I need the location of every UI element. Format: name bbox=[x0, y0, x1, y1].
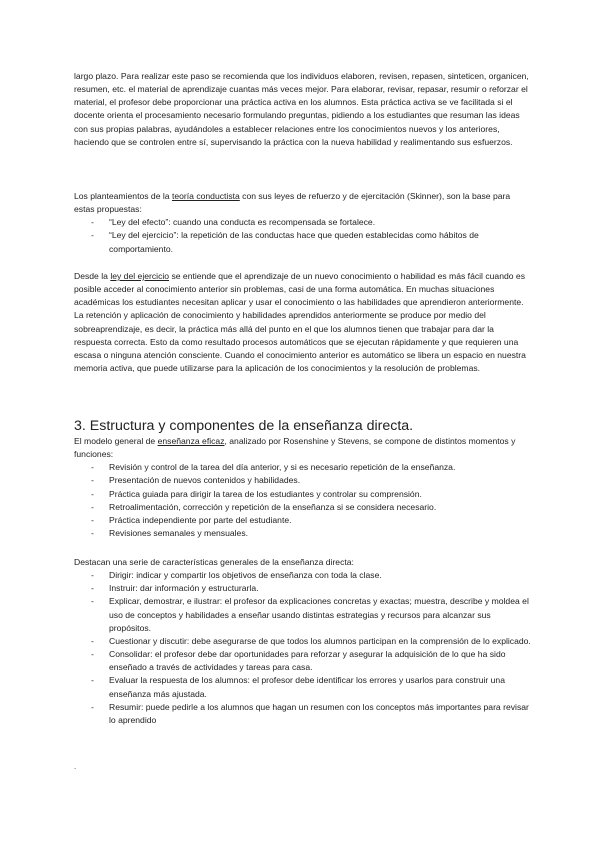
list-item: - “Ley del ejercicio”: la repetición de las conductas hace que queden establecidas como hábitos de comportamiento. bbox=[74, 229, 532, 255]
leyes-list bbox=[74, 216, 532, 255]
caracteristicas-section bbox=[74, 556, 532, 727]
list-item: - Dirigir: indicar y compartir los objetivos de enseñanza con toda la clase. bbox=[74, 569, 532, 582]
ejercicio-section bbox=[74, 270, 532, 375]
section-3-paragraph: El modelo general de enseñanza eficaz, analizado por Rosenshine y Stevens, se compone de distintos momentos y funciones: bbox=[74, 436, 516, 460]
list-item: - Revisiones semanales y mensuales. bbox=[74, 527, 532, 540]
ejercicio-paragraph: Desde la ley del ejercicio se entiende que el aprendizaje de un nuevo conocimiento o habilidad es más fácil cuando es posible acceder al conocimiento anterior sin problemas, casi de una forma automática. En muchas situaciones académicas los estudiantes necesitan aplicar y usar el conocimiento o las habilidades que aprendieron anteriormente. La retención y aplicación de conocimiento y habilidades aprendidos anteriormente se produce por medio del sobreaprendizaje, es decir, la práctica más allá del punto en el que los alumnos tienen que trabajar para dar la respuesta correcta. Esto da como resultado procesos automáticos que se ejecutan rápidamente y que requieren una escasa o ninguna atención consciente. Cuando el conocimiento anterior es automático se libera un espacio en nuestra memoria activa, que puede utilizarse para la aplicación de los conocimientos y la resolución de problemas. bbox=[74, 271, 526, 374]
list-item: - Instruir: dar información y estructurarla. bbox=[74, 582, 532, 595]
intro-paragraph: largo plazo. Para realizar este paso se recomienda que los individuos elaboren, revisen, repasen, sinteticen, organicen, resumen, etc. el material de aprendizaje cuantas más veces mejor. Para elaborar, revisar, repasar, resumir o reforzar el material, el profesor debe proporcionar una práctica activa en los alumnos. Esta práctica activa se ve facilitada si el docente orienta el procesamiento necesario formulando preguntas, pidiendo a los estudiantes que resuman las ideas con sus propias palabras, ayudándoles a establecer relaciones entre los conocimientos nuevos y los anteriores, haciendo que se controlen entre sí, supervisando la práctica con la nueva habilidad y realimentando sus esfuerzos. bbox=[74, 71, 529, 147]
caracteristicas-intro: Destacan una serie de características generales de la enseñanza directa: bbox=[74, 557, 354, 567]
section-heading: 3. Estructura y componentes de la enseñanza directa. bbox=[74, 418, 414, 434]
list-item: - Consolidar: el profesor debe dar oportunidades para reforzar y asegurar la adquisición de lo que ha sido enseñado a través de actividades y tareas para casa. bbox=[74, 648, 532, 674]
list-item: - Presentación de nuevos contenidos y habilidades. bbox=[74, 474, 532, 487]
list-item: - Evaluar la respuesta de los alumnos: el profesor debe identificar los errores y usarlos para construir una enseñanza más ajustada. bbox=[74, 674, 532, 700]
intro-section bbox=[74, 70, 532, 149]
list-item: - Resumir: puede pedirle a los alumnos que hagan un resumen con los conceptos más importantes para revisar lo aprendido bbox=[74, 701, 532, 727]
funciones-list bbox=[74, 461, 532, 540]
list-item: - “Ley del efecto”: cuando una conducta es recompensada se fortalece. bbox=[74, 216, 532, 229]
list-item: - Revisión y control de la tarea del día anterior, y si es necesario repetición de la enseñanza. bbox=[74, 461, 532, 474]
caracteristicas-list bbox=[74, 569, 532, 727]
trailing-mark: . bbox=[74, 762, 77, 771]
teoria-conductista-link[interactable]: teoría conductista bbox=[171, 191, 240, 201]
list-item: - Retroalimentación, corrección y repetición de la enseñanza si se considera necesario. bbox=[74, 501, 532, 514]
ensenanza-eficaz-link[interactable]: enseñanza eficaz bbox=[157, 436, 225, 446]
conductista-section bbox=[74, 190, 532, 256]
conductista-paragraph: Los planteamientos de la teoría conductista con sus leyes de refuerzo y de ejercitación (Skinner), son la base para estas propuestas: bbox=[74, 191, 511, 215]
list-item: - Práctica guiada para dirigir la tarea de los estudiantes y controlar su comprensión. bbox=[74, 488, 532, 501]
list-item: - Cuestionar y discutir: debe asegurarse de que todos los alumnos participan en la comprensión de lo explicado. bbox=[74, 635, 532, 648]
section-3 bbox=[74, 418, 532, 540]
list-item: - Explicar, demostrar, e ilustrar: el profesor da explicaciones concretas y exactas; muestra, describe y moldea el uso de conceptos y habilidades a enseñar usando distintas estrategias y recursos para alcanzar sus propósitos. bbox=[74, 595, 532, 634]
ley-del-ejercicio-link[interactable]: ley del ejercicio bbox=[110, 271, 170, 281]
list-item: - Práctica independiente por parte del estudiante. bbox=[74, 514, 532, 527]
